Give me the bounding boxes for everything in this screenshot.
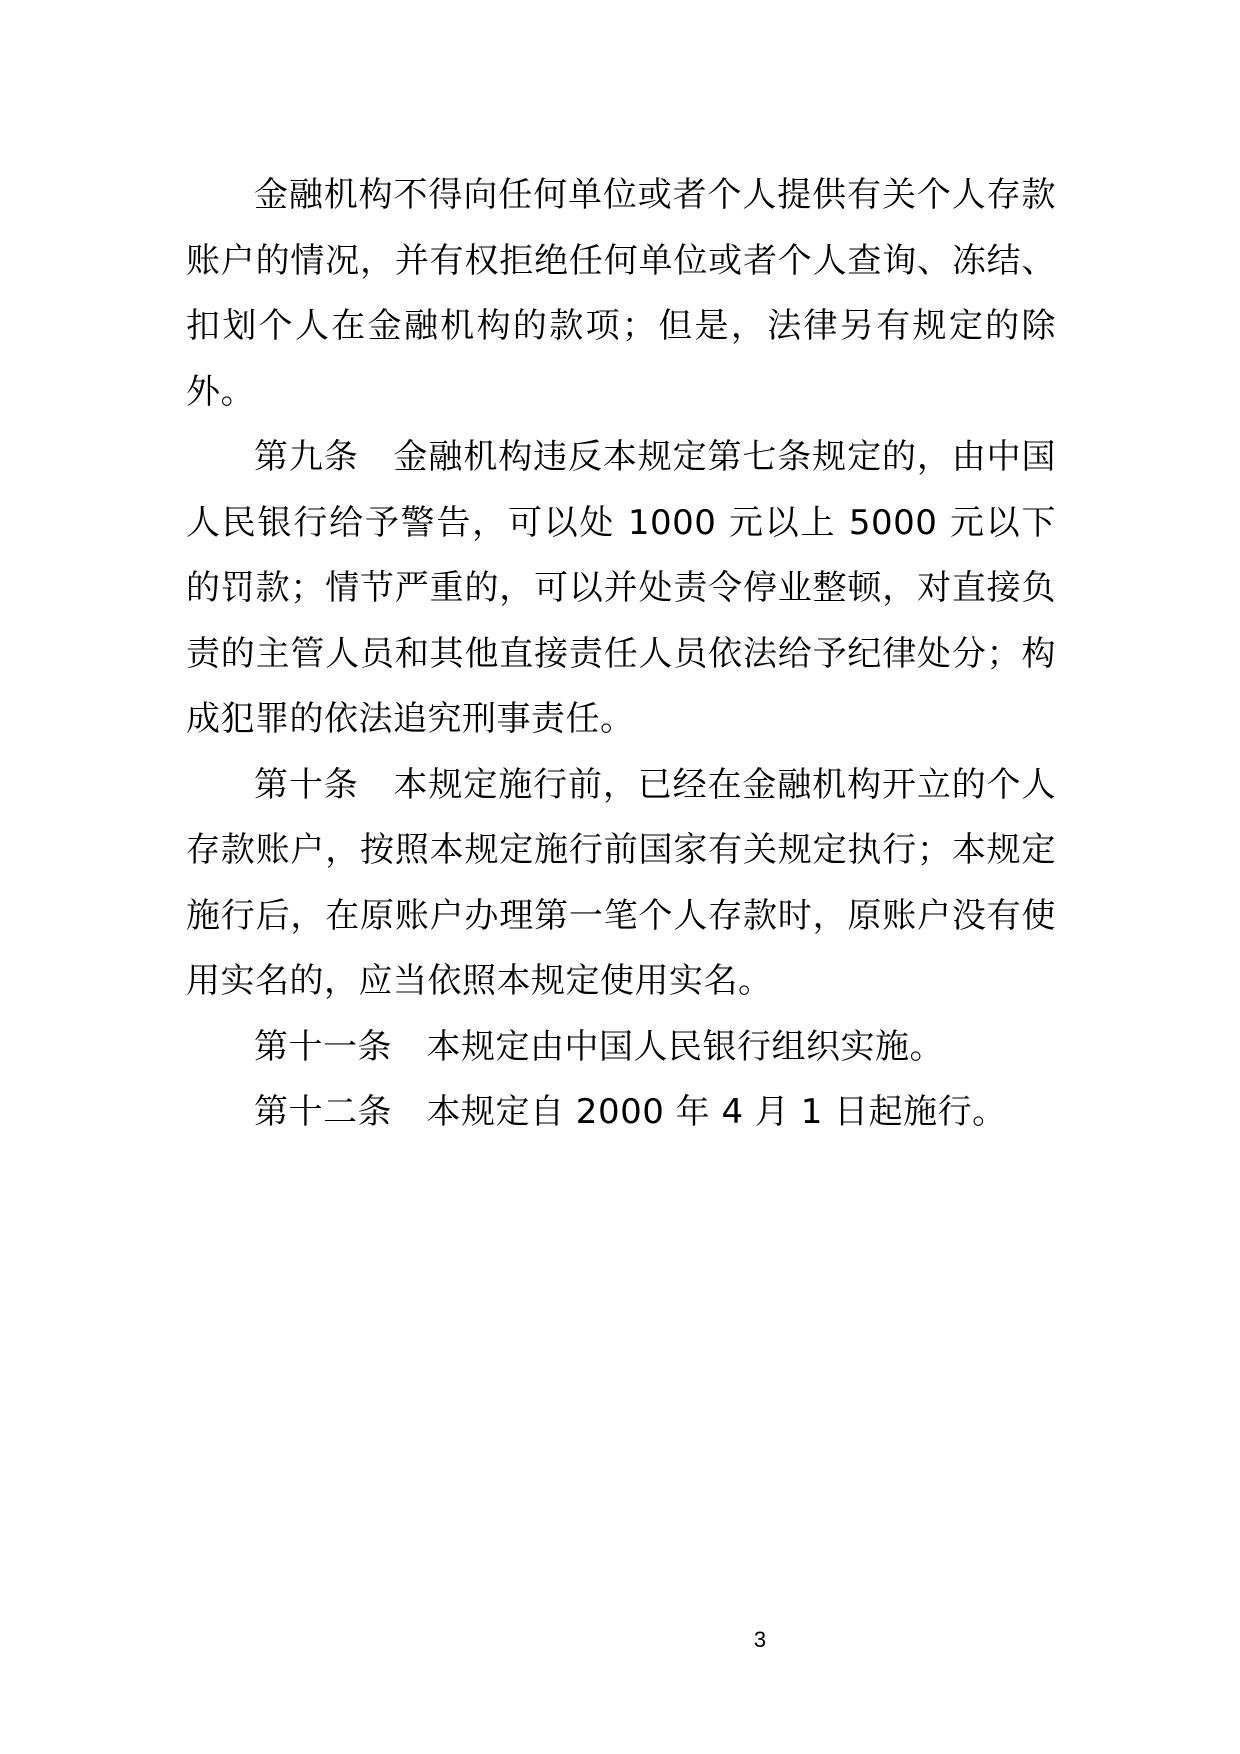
paragraph-article-9: 第九条 金融机构违反本规定第七条规定的，由中国人民银行给予警告，可以处 1000 元以上 5000 元以下的罚款；情节严重的，可以并处责令停业整顿，对直接负责的主管人员和其他直接责任人员依法给予纪律处分；构成犯罪的依法追究刑事责任。	[186, 437, 1056, 739]
body-text	[186, 163, 1056, 1146]
paragraph-account-confidentiality: 金融机构不得向任何单位或者个人提供有关个人存款账户的情况，并有权拒绝任何单位或者个人查询、冻结、扣划个人在金融机构的款项；但是，法律另有规定的除外。	[186, 175, 1056, 412]
page-number: 3	[753, 1627, 767, 1652]
paragraph-article-10: 第十条 本规定施行前，已经在金融机构开立的个人存款账户，按照本规定施行前国家有关规定执行；本规定施行后，在原账户办理第一笔个人存款时，原账户没有使用实名的，应当依照本规定使用实名。	[186, 764, 1056, 1001]
paragraph-article-12: 第十二条 本规定自 2000 年 4 月 1 日起施行。	[254, 1092, 1007, 1132]
paragraph-article-11: 第十一条 本规定由中国人民银行组织实施。	[254, 1026, 944, 1067]
